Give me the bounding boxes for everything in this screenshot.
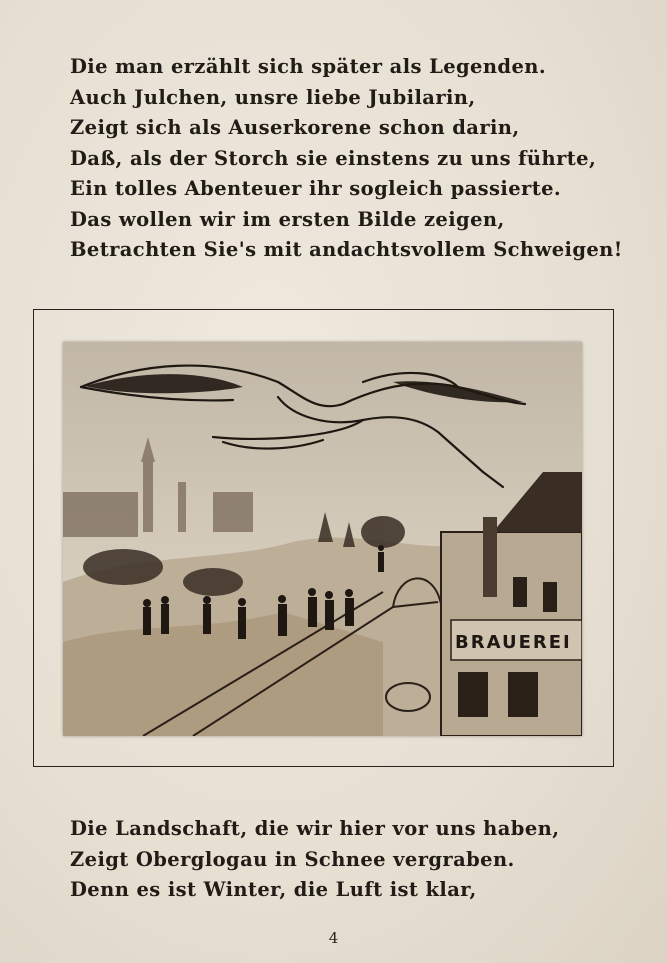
stork-illustration bbox=[63, 342, 582, 736]
verse-line: Zeigt Oberglogau in Schnee vergraben. bbox=[70, 847, 515, 871]
verse-bottom bbox=[70, 814, 630, 906]
verse-top bbox=[70, 52, 630, 266]
page-number: 4 bbox=[328, 929, 339, 947]
verse-line: Auch Julchen, unsre liebe Jubilarin, bbox=[70, 85, 476, 109]
verse-line: Die man erzählt sich später als Legenden. bbox=[70, 55, 547, 78]
verse-line: Zeigt sich als Auserkorene schon darin, bbox=[70, 116, 520, 139]
verse-line: Das wollen wir im ersten Bilde zeigen, bbox=[70, 207, 505, 231]
verse-line: Denn es ist Winter, die Luft ist klar, bbox=[70, 878, 477, 901]
verse-line: Daß, als der Storch sie einstens zu uns führte, bbox=[70, 146, 597, 170]
brewery-sign: BRAUEREI bbox=[455, 632, 572, 653]
verse-line: Betrachten Sie's mit andachtsvollem Schweigen! bbox=[70, 238, 623, 261]
verse-line: Ein tolles Abenteuer ihr sogleich passierte. bbox=[70, 177, 562, 200]
verse-line: Die Landschaft, die wir hier vor uns haben, bbox=[70, 817, 560, 840]
